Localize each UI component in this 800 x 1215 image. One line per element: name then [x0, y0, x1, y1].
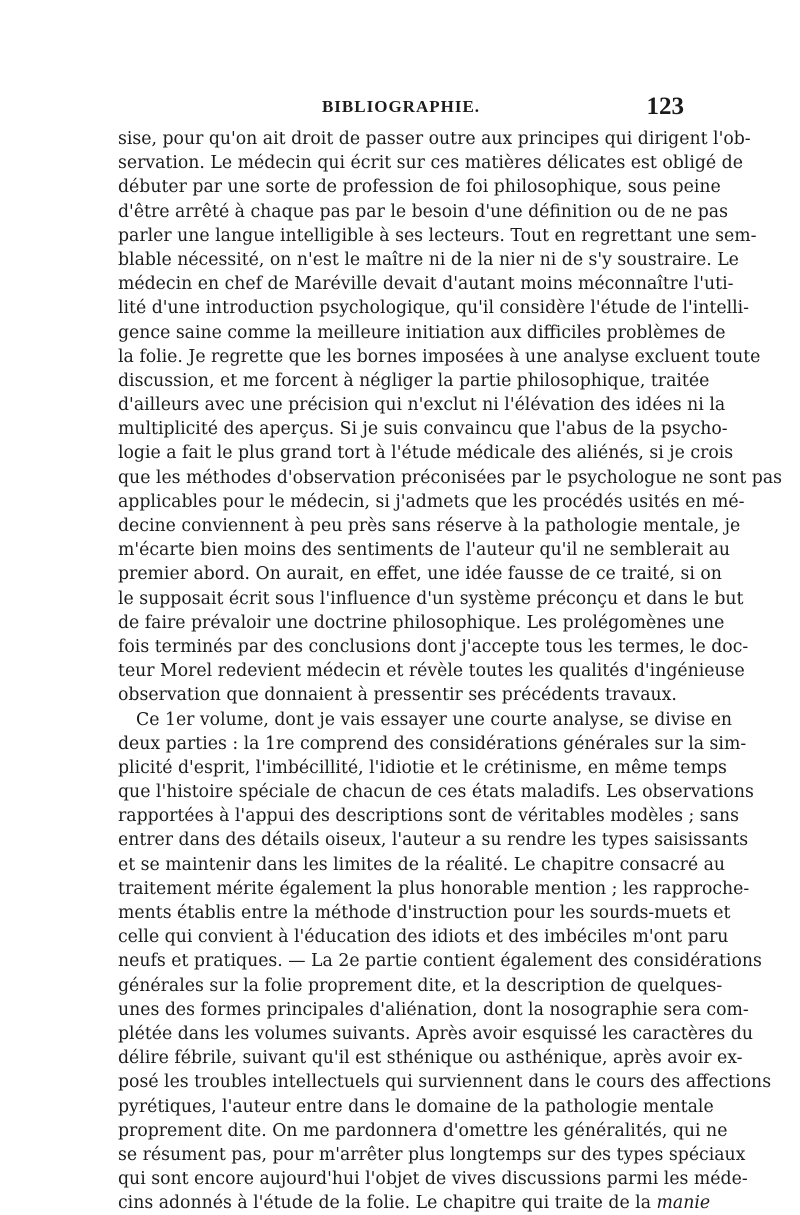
text-line: que les méthodes d'observation préconisées par le psychologue ne sont pas [118, 467, 782, 488]
text-line: d'être arrêté à chaque pas par le besoin d'une définition ou de ne pas [118, 201, 728, 222]
text-line: teur Morel redevient médecin et révèle toutes les qualités d'ingénieuse [118, 661, 745, 682]
italic-word: manie [656, 1193, 711, 1214]
text-line: posé les troubles intellectuels qui surviennent dans le cours des affections [118, 1072, 772, 1093]
text-line: débuter par une sorte de profession de foi philosophique, sous peine [118, 177, 721, 198]
text-line: celle qui convient à l'éducation des idiots et des imbéciles m'ont paru [118, 927, 729, 948]
text-line: qui sont encore aujourd'hui l'objet de vives discussions parmi les méde- [118, 1169, 748, 1190]
text-line: parler une langue intelligible à ses lecteurs. Tout en regrettant une sem- [118, 225, 757, 246]
text-line: multiplicité des aperçus. Si je suis convaincu que l'abus de la psycho- [118, 419, 728, 440]
text-line: médecin en chef de Maréville devait d'autant moins méconnaître l'uti- [118, 274, 734, 295]
text-line: de faire prévaloir une doctrine philosophique. Les prolégomènes une [118, 612, 725, 633]
text-line: rapportées à l'appui des descriptions sont de véritables modèles ; sans [118, 806, 739, 827]
text-line: pyrétiques, l'auteur entre dans le domaine de la pathologie mentale [118, 1096, 714, 1117]
text-line: et se maintenir dans les limites de la réalité. Le chapitre consacré au [118, 854, 726, 875]
text-line: délire fébrile, suivant qu'il est sthénique ou asthénique, après avoir ex- [118, 1048, 743, 1069]
text-line: decine conviennent à peu près sans réserve à la pathologie mentale, je [118, 516, 741, 536]
final-line-text: cins adonnés à l'étude de la folie. Le chapitre qui traite de la [118, 1193, 657, 1214]
text-line: proprement dite. On me pardonnera d'omettre les généralités, qui ne [118, 1120, 728, 1141]
body-text [118, 127, 782, 1215]
text-line: d'ailleurs avec une précision qui n'exclut ni l'élévation des idées ni la [118, 395, 726, 416]
text-line: générales sur la folie proprement dite, et la description de quelques- [118, 975, 723, 996]
text-line: fois terminés par des conclusions dont j'accepte tous les termes, le doc- [118, 636, 749, 657]
text-line: ments établis entre la méthode d'instruction pour les sourds-muets et [118, 903, 731, 923]
page-number: 123 [646, 93, 684, 120]
text-line: deux parties : la 1re comprend des considérations générales sur la sim- [118, 733, 747, 754]
paragraph-start-line: Ce 1er volume, dont je vais essayer une courte analyse, se divise en [136, 709, 733, 730]
running-title: BIBLIOGRAPHIE. [321, 97, 481, 116]
text-line: applicables pour le médecin, si j'admets que les procédés usités en mé- [118, 491, 745, 512]
text-line: la folie. Je regrette que les bornes imposées à une analyse excluent toute [118, 346, 761, 367]
text-line: gence saine comme la meilleure initiation aux difficiles problèmes de [118, 322, 726, 343]
text-line: se résument pas, pour m'arrêter plus longtemps sur des types spéciaux [118, 1144, 746, 1165]
text-line: neufs et pratiques. — La 2e partie contient également des considérations [118, 951, 762, 972]
text-line: plicité d'esprit, l'imbécillité, l'idiotie et le crétinisme, en même temps [118, 757, 727, 778]
text-line: servation. Le médecin qui écrit sur ces matières délicates est obligé de [118, 153, 743, 174]
text-line: le supposait écrit sous l'influence d'un système préconçu et dans le but [118, 588, 744, 609]
text-line: logie a fait le plus grand tort à l'étude médicale des aliénés, si je crois [118, 443, 734, 464]
text-line: plétée dans les volumes suivants. Après avoir esquissé les caractères du [118, 1023, 753, 1044]
text-line: que l'histoire spéciale de chacun de ces états maladifs. Les observations [118, 782, 754, 803]
text-line: premier abord. On aurait, en effet, une idée fausse de ce traité, si on [118, 564, 722, 585]
running-head [118, 93, 684, 123]
text-line: sise, pour qu'on ait droit de passer outre aux principes qui dirigent l'ob- [118, 129, 751, 149]
text-line: entrer dans des détails oiseux, l'auteur a su rendre les types saisissants [118, 830, 749, 851]
paragraph-end-line: observation que donnaient à pressentir ses précédents travaux. [118, 685, 677, 706]
text-line: discussion, et me forcent à négliger la partie philosophique, traitée [118, 370, 710, 391]
text-line: m'écarte bien moins des sentiments de l'auteur qu'il ne semblerait au [118, 540, 731, 561]
text-line: blable nécessité, on n'est le maître ni de la nier ni de s'y soustraire. Le [118, 249, 739, 270]
text-line: lité d'une introduction psychologique, qu'il considère l'étude de l'intelli- [118, 298, 750, 319]
text-line: unes des formes principales d'aliénation, dont la nosographie sera com- [118, 999, 749, 1020]
text-line-final [118, 1191, 711, 1215]
text-line: traitement mérite également la plus honorable mention ; les rapproche- [118, 878, 750, 899]
